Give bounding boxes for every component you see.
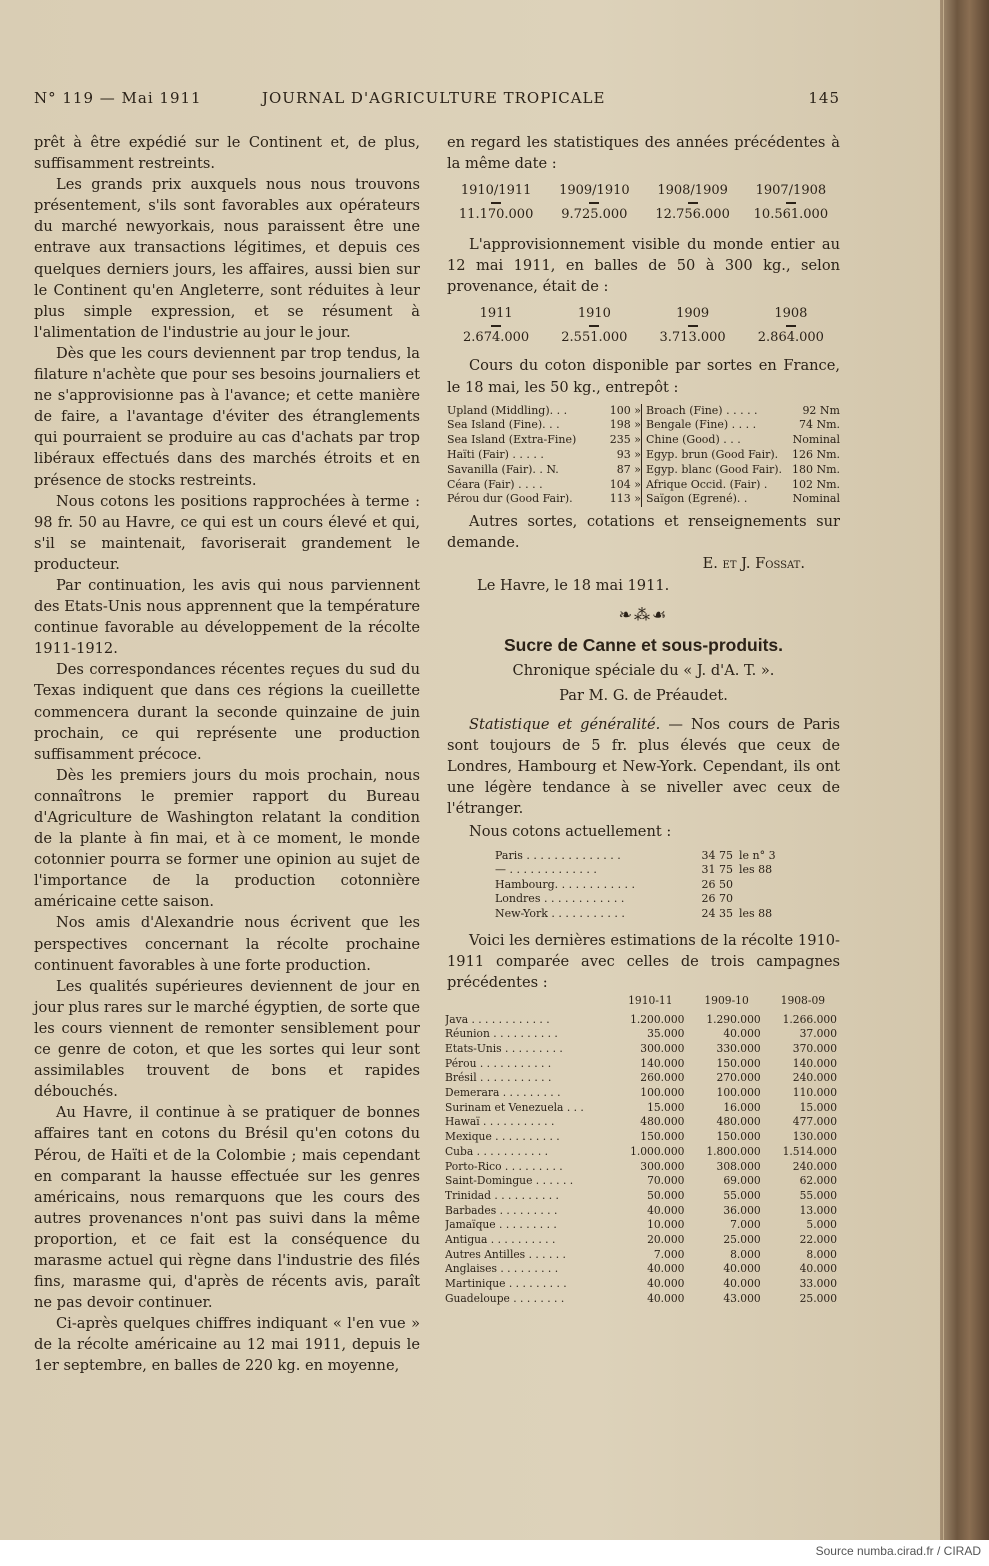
year-label: 1909	[676, 306, 710, 322]
paragraph: Nos amis d'Alexandrie nous écrivent que les perspectives concernant la récolte prochaine continuent favorables à une forte production.	[34, 914, 420, 974]
issue-label: N° 119 — Mai 1911	[34, 89, 202, 107]
harvest-value: 16.000	[723, 1100, 761, 1114]
harvest-country: Anglaises . . . . . . . . .	[445, 1262, 559, 1276]
price-value: 113 »	[609, 492, 641, 506]
table-row	[445, 1277, 841, 1292]
table-row	[445, 1262, 841, 1277]
harvest-value: 1.200.000	[630, 1012, 685, 1026]
year-label: 1909/1910	[559, 183, 630, 199]
paragraph: Les grands prix auxquels nous nous trouvons présentement, s'ils sont favorables aux opérateurs du marché newyorkais, nous paraissent être une entrave aux transactions légitimes, et depuis ces quelques derniers jours, les affaires, aussi bien sur le Continent qu'en Angleterre, sont réduites à leur plus simple expression, et se résument à l'alimentation de l'industrie au jour le jour.	[34, 176, 420, 341]
harvest-value: 25.000	[723, 1233, 761, 1247]
stats-years-row	[447, 182, 840, 224]
harvest-country: Autres Antilles . . . . . .	[445, 1247, 566, 1261]
harvest-value: 370.000	[792, 1041, 837, 1055]
cours-value: 34 75	[701, 848, 733, 862]
harvest-value: 1.290.000	[706, 1012, 761, 1026]
cours-note	[733, 878, 739, 893]
cours-note: les 88	[739, 906, 773, 920]
price-row	[646, 448, 840, 463]
table-row	[445, 1189, 841, 1204]
cours-row	[495, 878, 795, 893]
chronique-line: Chronique spéciale du « J. d'A. T. ».	[512, 661, 775, 679]
harvest-value: 8.000	[806, 1247, 837, 1261]
table-row	[445, 1042, 841, 1057]
harvest-country: Brésil . . . . . . . . . . .	[445, 1071, 552, 1085]
year-label: 1910/1911	[460, 183, 532, 199]
table-row	[445, 1071, 841, 1086]
stats-intro: en regard les statistiques des années précédentes à la même date :	[447, 134, 840, 173]
table-row	[445, 1115, 841, 1130]
price-value: 92 Nm	[802, 403, 840, 417]
estimations-intro: Voici les dernières estimations de la récolte 1910-1911 comparée avec celles de trois campagnes précédentes :	[447, 931, 840, 991]
harvest-value: 150.000	[716, 1056, 761, 1070]
harvest-value: 37.000	[799, 1027, 837, 1041]
year-value: 3.713.000	[659, 330, 726, 346]
harvest-value: 69.000	[723, 1174, 761, 1188]
year-value: 2.674.000	[463, 330, 530, 346]
harvest-country: Saint-Domingue . . . . . .	[445, 1174, 574, 1188]
harvest-value: 140.000	[640, 1056, 685, 1070]
price-value: 104 »	[609, 477, 641, 491]
harvest-value: 7.000	[653, 1247, 685, 1261]
cours-place: Londres . . . . . . . . . . . .	[495, 892, 625, 906]
cours-value: 31 75	[701, 863, 733, 877]
other-sorts: Autres sortes, cotations et renseignements sur demande.	[447, 513, 840, 552]
table-row	[445, 1292, 841, 1307]
harvest-value: 43.000	[723, 1291, 761, 1305]
harvest-country: Mexique . . . . . . . . . .	[445, 1130, 560, 1144]
harvest-value: 55.000	[799, 1188, 837, 1202]
harvest-country: Martinique . . . . . . . . .	[445, 1277, 567, 1291]
harvest-estimates-table	[445, 993, 841, 1307]
harvest-year-header: 1908-09	[780, 993, 826, 1007]
harvest-value: 130.000	[792, 1130, 837, 1144]
harvest-value: 300.000	[640, 1041, 685, 1055]
price-value: 93 »	[616, 448, 641, 462]
cours-row	[495, 907, 795, 922]
harvest-country: Guadeloupe . . . . . . . .	[445, 1291, 565, 1305]
harvest-country: Antigua . . . . . . . . . .	[445, 1233, 556, 1247]
table-row	[445, 1233, 841, 1248]
paragraph: Par continuation, les avis qui nous parviennent des Etats-Unis nous apprennent que la température continue favorable au développement de la récolte 1911-1912.	[34, 576, 420, 658]
paragraph: prêt à être expédié sur le Continent et, de plus, suffisamment restreints.	[34, 134, 420, 173]
harvest-country: Pérou . . . . . . . . . . .	[445, 1056, 552, 1070]
sugar-section-title: Sucre de Canne et sous-produits.	[503, 634, 784, 655]
harvest-value: 100.000	[640, 1086, 685, 1100]
table-row	[445, 1248, 841, 1263]
harvest-value: 40.000	[723, 1262, 761, 1276]
harvest-country: Surinam et Venezuela . . .	[445, 1100, 584, 1114]
paragraph: Dès les premiers jours du mois prochain, nous connaîtrons le premier rapport du Bureau d'Agriculture de Washington relatant la condition de la plante à fin mai, et à ce moment, le monde cotonnier pourra se former une opinion au sujet de l'importance de la production cotonnière américaine cette saison.	[34, 766, 420, 911]
prices-intro: Cours du coton disponible par sortes en France, le 18 mai, les 50 kg., entrepôt :	[447, 357, 840, 396]
harvest-value: 15.000	[799, 1100, 837, 1114]
year-value: 2.864.000	[757, 330, 824, 346]
harvest-country: Jamaïque . . . . . . . . .	[445, 1218, 557, 1232]
price-sort: Sea Island (Fine). . .	[447, 418, 560, 432]
year-cell	[447, 182, 545, 224]
harvest-country: Barbades . . . . . . . . .	[445, 1203, 558, 1217]
harvest-value: 480.000	[716, 1115, 761, 1129]
price-sort: Chine (Good) . . .	[646, 433, 741, 447]
year-cell	[545, 305, 643, 347]
price-row	[646, 463, 840, 478]
source-credit: Source numba.cirad.fr / CIRAD	[815, 1544, 981, 1558]
price-value: 74 Nm.	[798, 418, 840, 432]
harvest-country: Trinidad . . . . . . . . . .	[445, 1188, 559, 1202]
place-date: Le Havre, le 18 mai 1911.	[477, 576, 670, 594]
price-sort: Savanilla (Fair). . N.	[447, 462, 559, 476]
cours-value: 26 70	[701, 892, 733, 906]
harvest-country: Demerara . . . . . . . . .	[445, 1086, 561, 1100]
book-page-edges	[940, 0, 989, 1540]
harvest-table-header	[445, 993, 841, 1013]
harvest-value: 40.000	[799, 1262, 837, 1276]
year-dash	[589, 325, 599, 327]
price-sort: Broach (Fine) . . . . .	[646, 403, 758, 417]
table-row	[445, 1086, 841, 1101]
price-row	[447, 418, 641, 433]
cours-row	[495, 892, 795, 907]
harvest-value: 8.000	[730, 1247, 761, 1261]
page-number: 145	[808, 89, 840, 107]
year-label: 1907/1908	[755, 183, 827, 199]
price-value: 235 »	[609, 433, 641, 447]
harvest-country: Réunion . . . . . . . . . .	[445, 1027, 558, 1041]
harvest-value: 15.000	[647, 1100, 685, 1114]
cours-row	[495, 849, 795, 864]
supply-text: L'approvisionnement visible du monde entier au 12 mai 1911, en balles de 50 à 300 kg., selon provenance, était de :	[447, 236, 840, 296]
cours-place: Hambourg. . . . . . . . . . . .	[495, 877, 636, 891]
paragraph: Dès que les cours deviennent par trop tendus, la filature n'achète que pour ses besoins journaliers et ne s'approvisionne pas à l'avance; et cette manière de faire, a l'avantage d'éviter des étranglements qui pourraient se produire au cas d'achats par trop libéraux effectués dans des marchés étroits et en présence de stocks restreints.	[34, 344, 420, 489]
running-header	[34, 89, 840, 111]
year-cell	[545, 182, 643, 224]
year-cell	[742, 182, 840, 224]
harvest-country: Cuba . . . . . . . . . . .	[445, 1144, 549, 1158]
harvest-value: 308.000	[716, 1159, 761, 1173]
cours-note: les 88	[739, 863, 773, 877]
harvest-value: 22.000	[799, 1233, 837, 1247]
harvest-value: 25.000	[799, 1291, 837, 1305]
harvest-value: 100.000	[716, 1086, 761, 1100]
price-row	[447, 448, 641, 463]
harvest-value: 7.000	[730, 1218, 761, 1232]
price-row	[447, 478, 641, 493]
harvest-value: 270.000	[716, 1071, 761, 1085]
price-sort: Saïgon (Egrené). .	[646, 492, 748, 506]
price-sort: Sea Island (Extra-Fine)	[447, 433, 577, 447]
harvest-value: 1.514.000	[782, 1144, 837, 1158]
price-value: 198 »	[609, 418, 641, 432]
harvest-value: 240.000	[792, 1159, 837, 1173]
ornament: ❧⁂☙	[618, 604, 669, 624]
harvest-country: Java . . . . . . . . . . . .	[445, 1012, 550, 1026]
harvest-value: 300.000	[640, 1159, 685, 1173]
price-sort: Egyp. blanc (Good Fair).	[646, 462, 783, 476]
price-value: 180 Nm.	[791, 462, 840, 476]
year-dash	[786, 325, 796, 327]
year-dash	[786, 202, 796, 204]
sugar-prices-list	[495, 849, 795, 922]
harvest-country: Porto-Rico . . . . . . . . .	[445, 1159, 563, 1173]
price-row	[447, 433, 641, 448]
price-sort: Upland (Middling). . .	[447, 403, 568, 417]
harvest-value: 40.000	[647, 1262, 685, 1276]
table-row	[445, 1160, 841, 1175]
harvest-country: Etats-Unis . . . . . . . . .	[445, 1041, 563, 1055]
year-value: 12.756.000	[655, 207, 730, 223]
year-label: 1910	[577, 306, 611, 322]
cours-place: Paris . . . . . . . . . . . . . .	[495, 848, 621, 862]
harvest-value: 33.000	[799, 1277, 837, 1291]
price-row	[646, 433, 840, 448]
table-row	[445, 1027, 841, 1042]
cours-intro: Nous cotons actuellement :	[469, 823, 672, 841]
year-cell	[644, 182, 742, 224]
price-sort: Céara (Fair) . . . .	[447, 477, 543, 491]
table-row	[445, 1174, 841, 1189]
cours-place: New-York . . . . . . . . . . .	[495, 906, 625, 920]
price-value: 87 »	[616, 462, 641, 476]
stat-paragraph	[447, 714, 840, 819]
price-value: 126 Nm.	[791, 448, 840, 462]
year-dash	[688, 202, 698, 204]
paragraph: Ci-après quelques chiffres indiquant « l'en vue » de la récolte américaine au 12 mai 1911, depuis le 1er septembre, en balles de 220 kg. en moyenne,	[34, 1315, 420, 1375]
harvest-value: 260.000	[640, 1071, 685, 1085]
year-value: 10.561.000	[753, 207, 829, 223]
harvest-value: 50.000	[647, 1188, 685, 1202]
harvest-value: 62.000	[799, 1174, 837, 1188]
harvest-year-header: 1909-10	[704, 993, 749, 1007]
paragraph: Des correspondances récentes reçues du sud du Texas indiquent que dans ces régions la cueillette commencera durant la seconde quinzaine de juin prochain, ce qui représente une production suffisamment précoce.	[34, 661, 420, 763]
year-value: 11.170.000	[458, 207, 534, 223]
year-dash	[491, 202, 501, 204]
price-sort: Pérou dur (Good Fair).	[447, 492, 573, 506]
table-row	[445, 1057, 841, 1072]
signature: E. et J. Fossat.	[702, 555, 805, 573]
price-row	[646, 418, 840, 433]
paragraph: Au Havre, il continue à se pratiquer de bonnes affaires tant en cotons du Brésil qu'en cotons du Pérou, de Haïti et de la Colombie ; mais cependant en comparant la hausse effectuée sur les genres américains, nous remarquons que les cours des autres provenances n'ont pas suivi dans la même proportion, et ce fait est la conséquence du marasme actuel qui règne dans l'industrie des filés fins, marasme qui, d'après de récents avis, paraît ne pas devoir continuer.	[34, 1104, 420, 1312]
year-label: 1908	[774, 306, 808, 322]
harvest-value: 150.000	[640, 1130, 685, 1144]
price-row	[447, 463, 641, 478]
harvest-value: 477.000	[792, 1115, 837, 1129]
table-row	[445, 1013, 841, 1028]
year-dash	[589, 202, 599, 204]
harvest-value: 40.000	[647, 1291, 685, 1305]
cours-value: 26 50	[701, 877, 733, 891]
year-label: 1911	[479, 306, 513, 322]
year-value: 2.551.000	[561, 330, 628, 346]
price-sort: Haïti (Fair) . . . . .	[447, 448, 544, 462]
price-sort: Egyp. brun (Good Fair).	[646, 448, 779, 462]
cours-note: le n° 3	[739, 848, 776, 862]
price-value: 102 Nm.	[791, 477, 840, 491]
table-row	[445, 1130, 841, 1145]
harvest-country: Hawaï . . . . . . . . . . .	[445, 1115, 555, 1129]
harvest-value: 1.800.000	[706, 1144, 761, 1158]
year-dash	[491, 325, 501, 327]
price-value: 100 »	[609, 403, 641, 417]
harvest-value: 240.000	[792, 1071, 837, 1085]
cotton-prices-table	[447, 404, 840, 508]
harvest-value: 5.000	[806, 1218, 837, 1232]
price-value: Nominal	[792, 433, 840, 447]
prices-left-column	[447, 404, 641, 508]
year-cell	[644, 305, 742, 347]
harvest-value: 1.266.000	[782, 1012, 837, 1026]
price-value: Nominal	[792, 492, 840, 506]
harvest-value: 330.000	[716, 1041, 761, 1055]
harvest-value: 40.000	[647, 1203, 685, 1217]
cours-row	[495, 863, 795, 878]
right-column	[447, 132, 840, 1307]
price-row	[646, 478, 840, 493]
prices-right-column	[641, 404, 840, 508]
year-dash	[688, 325, 698, 327]
table-row	[445, 1145, 841, 1160]
harvest-value: 140.000	[792, 1056, 837, 1070]
journal-title: JOURNAL D'AGRICULTURE TROPICALE	[262, 89, 606, 107]
stat-text: — Nos cours de Paris sont toujours de 5 fr. plus élevés que ceux de Londres, Hambourg et New-York. Cependant, ils ont une légère tendance à se niveller avec ceux de l'étranger.	[447, 715, 840, 818]
paragraph: Les qualités supérieures deviennent de jour en jour plus rares sur le marché égyptien, de sorte que les cours viennent de remonter sensiblement pour ce genre de coton, et que les sortes qui leur sont assimilables trouvent de bons et rapides débouchés.	[34, 977, 420, 1101]
year-value: 9.725.000	[561, 207, 628, 223]
harvest-year-header: 1910-11	[628, 993, 673, 1007]
harvest-value: 10.000	[647, 1218, 685, 1232]
stat-label: Statistique et généralité.	[469, 715, 661, 733]
year-label: 1908/1909	[657, 183, 728, 199]
price-row	[447, 404, 641, 419]
paragraph: Nous cotons les positions rapprochées à terme : 98 fr. 50 au Havre, ce qui est un cours élevé et qui, s'il se maintenait, favoriserait grandement le producteur.	[34, 492, 420, 573]
harvest-value: 1.000.000	[630, 1144, 685, 1158]
price-sort: Afrique Occid. (Fair) .	[646, 477, 768, 491]
table-row	[445, 1218, 841, 1233]
harvest-value: 150.000	[716, 1130, 761, 1144]
table-row	[445, 1101, 841, 1116]
cours-note	[733, 892, 739, 907]
harvest-value: 480.000	[640, 1115, 685, 1129]
harvest-value: 55.000	[723, 1188, 761, 1202]
harvest-value: 40.000	[647, 1277, 685, 1291]
harvest-value: 70.000	[647, 1174, 685, 1188]
harvest-value: 35.000	[647, 1027, 685, 1041]
price-row	[447, 492, 641, 507]
author-line: Par M. G. de Préaudet.	[559, 686, 728, 704]
year-cell	[742, 305, 840, 347]
year-cell	[447, 305, 545, 347]
harvest-value: 20.000	[647, 1233, 685, 1247]
price-row	[646, 404, 840, 419]
harvest-value: 40.000	[723, 1027, 761, 1041]
price-sort: Bengale (Fine) . . . .	[646, 418, 757, 432]
harvest-value: 36.000	[723, 1203, 761, 1217]
cours-value: 24 35	[701, 906, 733, 920]
harvest-value: 13.000	[799, 1203, 837, 1217]
supply-years-row	[447, 305, 840, 347]
left-column	[34, 132, 420, 1377]
price-row	[646, 492, 840, 507]
table-row	[445, 1204, 841, 1219]
cours-place: — . . . . . . . . . . . . .	[495, 863, 597, 877]
harvest-value: 110.000	[792, 1086, 837, 1100]
harvest-value: 40.000	[723, 1277, 761, 1291]
